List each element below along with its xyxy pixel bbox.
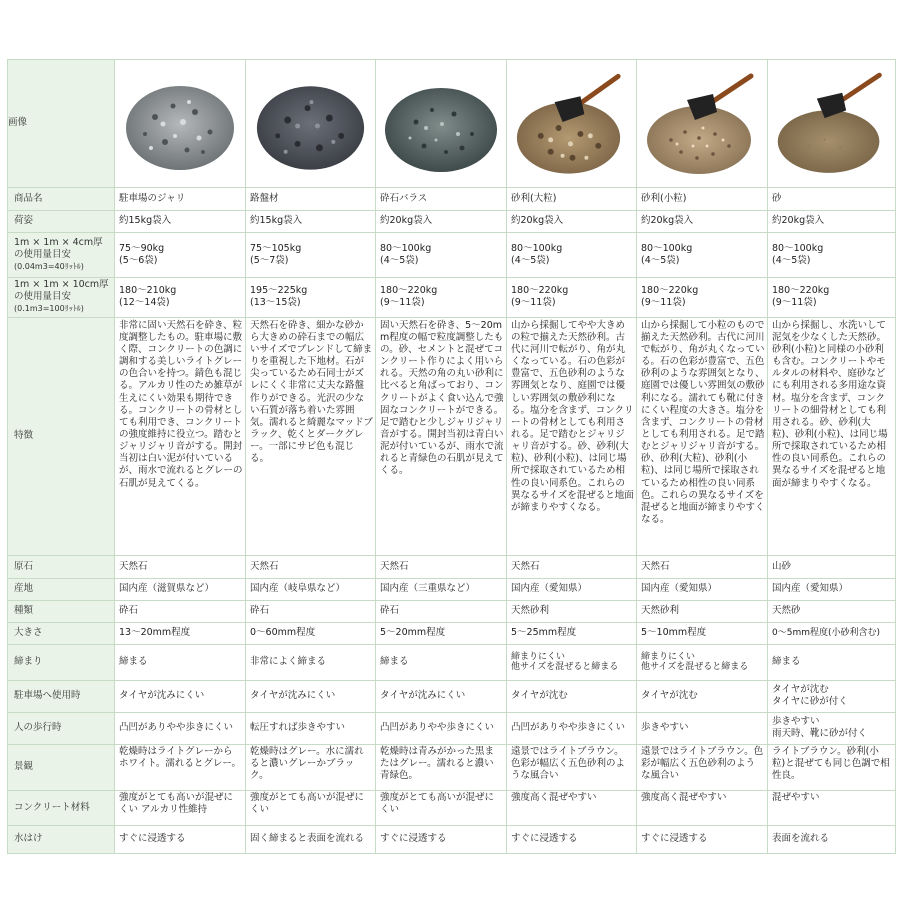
table-cell: タイヤが沈む — [507, 680, 637, 712]
table-cell: 国内産（滋賀県など） — [115, 578, 246, 600]
table-cell: 180～220kg (9～11袋) — [768, 278, 896, 318]
table-cell: すぐに浸透する — [507, 825, 637, 853]
row-packaging — [8, 211, 896, 233]
table-cell: 約20kg袋入 — [507, 211, 637, 233]
table-cell: 0～60mm程度 — [246, 622, 376, 644]
table-cell: 凸凹がありやや歩きにくい — [115, 712, 246, 744]
sand-with-shovel-image — [768, 62, 895, 186]
table-cell: すぐに浸透する — [637, 825, 768, 853]
table-cell: 約20kg袋入 — [768, 211, 896, 233]
table-cell: 約15kg袋入 — [115, 211, 246, 233]
row-drainage — [8, 825, 896, 853]
table-cell: 締まりにくい 他サイズを混ぜると締まる — [637, 644, 768, 680]
table-cell: 天然砂 — [768, 600, 896, 622]
table-cell: 天然砂利 — [637, 600, 768, 622]
table-cell: 国内産（愛知県） — [637, 578, 768, 600]
light-gravel-pile-image — [115, 62, 245, 186]
row-label: 産地 — [8, 578, 115, 600]
row-label: 駐車場へ使用時 — [8, 680, 115, 712]
table-cell: 強度高く混ぜやすい — [507, 790, 637, 825]
table-cell: 5～10mm程度 — [637, 622, 768, 644]
row-parking-use — [8, 680, 896, 712]
row-label-line: 1m × 1m × 4cm厚 — [14, 236, 103, 248]
row-raw-stone — [8, 555, 896, 578]
table-cell: タイヤが沈む タイヤに砂が付く — [768, 680, 896, 712]
row-label: 画像 — [8, 60, 115, 188]
table-cell: 5～20mm程度 — [376, 622, 507, 644]
table-cell: 砕石 — [115, 600, 246, 622]
feature-cell: 山から採掘してやや大きめの粒で揃えた天然砂利。古代に河川で転がり、角が丸くなっている。石の色彩が豊富で、五色砂利のような雰囲気となり、庭園では優しい雰囲気の敷砂利になる。塩分を含まず、コンクリートの骨材としても利用される。足で踏むとジャリジャリ音がする。砂、砂利(大粒)、砂利(小粒)、は同じ場所で採取されているため相性の良い同系色。これらの異なるサイズを混ぜると地面が締まりやすくなる。 — [507, 317, 637, 555]
table-cell: 天然石 — [246, 555, 376, 578]
table-cell: 天然砂利 — [507, 600, 637, 622]
row-usage-10cm — [8, 278, 896, 318]
row-label — [8, 233, 115, 278]
table-cell: タイヤが沈みにくい — [246, 680, 376, 712]
table-cell: 天然石 — [115, 555, 246, 578]
product-name-cell: 砂利(大粒) — [507, 188, 637, 211]
row-label: 景観 — [8, 744, 115, 790]
row-walking — [8, 712, 896, 744]
table-cell: 国内産（愛知県） — [768, 578, 896, 600]
row-label: 荷姿 — [8, 211, 115, 233]
product-photo-cell — [768, 60, 896, 188]
table-cell: 80～100kg (4～5袋) — [637, 233, 768, 278]
table-cell: すぐに浸透する — [376, 825, 507, 853]
table-cell: 締まる — [115, 644, 246, 680]
row-label-line: の使用量目安 — [14, 291, 72, 303]
feature-cell: 山から採掘し、水洗いして泥気を少なくした天然砂。砂利(小粒)と同様の小砂利も含む。コンクリートやモルタルの材料や、庭砂などにも利用される多用途な資材。塩分を含まず、コンクリートの細骨材としても利用される。砂、砂利(大粒)、砂利(小粒)、は同じ場所で採取されているため相性の良い同系色。これらの異なるサイズを混ぜると地面が締まりやすくなる。 — [768, 317, 896, 555]
table-cell: 遠景ではライトブラウン。色彩が幅広く五色砂利のような風合い — [507, 744, 637, 790]
table-cell: 0～5mm程度(小砂利含む) — [768, 622, 896, 644]
table-cell: 締まる — [768, 644, 896, 680]
row-label: 特徴 — [8, 317, 115, 555]
table-cell: 山砂 — [768, 555, 896, 578]
product-name-cell: 砂利(小粒) — [637, 188, 768, 211]
product-photo-cell — [507, 60, 637, 188]
row-label: 種類 — [8, 600, 115, 622]
table-cell: 遠景ではライトブラウン。色彩が幅広く五色砂利のような風合い — [637, 744, 768, 790]
table-cell: 天然石 — [376, 555, 507, 578]
feature-cell: 天然石を砕き、細かな砂から大きめの砕石までの幅広いサイズでブレンドして締まりを重視した下地材。石が尖っているため石同士がズレにくく非常に丈夫な路盤作りができる。光沢の少ない石質が落ち着いた雰囲気。濡れると綺麗なマッドブラック、乾くとダークグレー。一部にサビ色も混じる。 — [246, 317, 376, 555]
table-cell: 砕石 — [376, 600, 507, 622]
product-name-cell: 砂 — [768, 188, 896, 211]
table-cell: 80～100kg (4～5袋) — [768, 233, 896, 278]
table-cell: 国内産（愛知県） — [507, 578, 637, 600]
feature-cell: 非常に固い天然石を砕き、粒度調整したもの。駐車場に敷く際、コンクリートの色調に調和する美しいライトグレーの色合いを持つ。錆色も混じる。アルカリ性のため雑草が生えにくい効果も期待できる。コンクリートの骨材としても利用でき、コンクリートの強度維持に役立つ。踏むとジャリジャリ音がする。開封当初は白い泥が付いているが、雨水で流れるとグレーの石肌が見えてくる。 — [115, 317, 246, 555]
row-concrete-material — [8, 790, 896, 825]
table-cell: 180～220kg (9～11袋) — [507, 278, 637, 318]
table-cell: 75～90kg (5～6袋) — [115, 233, 246, 278]
row-image — [8, 60, 896, 188]
table-cell: 13～20mm程度 — [115, 622, 246, 644]
table-cell: 180～220kg (9～11袋) — [637, 278, 768, 318]
row-label-line: (0.1m3=100ﾘｯﾄﾙ) — [14, 304, 84, 314]
table-cell: 歩きやすい — [637, 712, 768, 744]
table-cell: 固く締まると表面を流れる — [246, 825, 376, 853]
row-label: コンクリート材料 — [8, 790, 115, 825]
row-appearance — [8, 744, 896, 790]
table-cell: 75～105kg (5～7袋) — [246, 233, 376, 278]
table-cell: 180～210kg (12～14袋) — [115, 278, 246, 318]
product-photo-cell — [376, 60, 507, 188]
row-type — [8, 600, 896, 622]
feature-cell: 山から採掘して小粒のもので揃えた天然砂利。古代に河川で転がり、角が丸くなっている。石の色彩が豊富で、五色砂利のような雰囲気となり、庭園では優しい雰囲気の敷砂利になる。濡れても靴に付きにくい程度の大きさ。塩分を含まず、コンクリートの骨材としても利用される。足で踏むとジャリジャリ音がする。砂、砂利(大粒)、砂利(小粒)、は同じ場所で採取されているため相性の良い同系色。これらの異なるサイズを混ぜると地面が締まりやすくなる。 — [637, 317, 768, 555]
product-name-cell: 砕石バラス — [376, 188, 507, 211]
comparison-table — [7, 59, 896, 854]
row-label — [8, 278, 115, 318]
row-origin — [8, 578, 896, 600]
table-cell: タイヤが沈みにくい — [115, 680, 246, 712]
table-cell: 乾燥時は青みがかった黒またはグレー。濡れると濃い青緑色。 — [376, 744, 507, 790]
row-label: 商品名 — [8, 188, 115, 211]
table-cell: 約20kg袋入 — [376, 211, 507, 233]
table-cell: タイヤが沈む — [637, 680, 768, 712]
table-cell: 混ぜやすい — [768, 790, 896, 825]
row-features — [8, 317, 896, 555]
row-label: 大きさ — [8, 622, 115, 644]
large-gravel-with-shovel-image — [507, 62, 636, 186]
table-cell: 180～220kg (9～11袋) — [376, 278, 507, 318]
table-cell: 80～100kg (4～5袋) — [376, 233, 507, 278]
row-label-line: 1m × 1m × 10cm厚 — [14, 279, 109, 290]
table-cell: 締まりにくい 他サイズを混ぜると締まる — [507, 644, 637, 680]
table-cell: 強度がとても高いが混ぜにくい — [376, 790, 507, 825]
table-cell: 砕石 — [246, 600, 376, 622]
table-cell: 195～225kg (13～15袋) — [246, 278, 376, 318]
table-cell: 凸凹がありやや歩きにくい — [376, 712, 507, 744]
product-photo-cell — [246, 60, 376, 188]
row-label-line: の使用量目安 — [14, 248, 72, 260]
table-cell: 強度高く混ぜやすい — [637, 790, 768, 825]
table-cell: 天然石 — [507, 555, 637, 578]
row-label: 人の歩行時 — [8, 712, 115, 744]
table-cell: 約20kg袋入 — [637, 211, 768, 233]
product-photo-cell — [115, 60, 246, 188]
table-cell: 乾燥時はグレー。水に濡れると濃いグレーかブラック。 — [246, 744, 376, 790]
table-cell: 強度がとても高いが混ぜにくい — [246, 790, 376, 825]
row-label: 締まり — [8, 644, 115, 680]
row-product-name — [8, 188, 896, 211]
product-name-cell: 駐車場のジャリ — [115, 188, 246, 211]
table-cell: 転圧すれば歩きやすい — [246, 712, 376, 744]
table-cell: 非常によく締まる — [246, 644, 376, 680]
product-photo-cell — [637, 60, 768, 188]
table-cell: すぐに浸透する — [115, 825, 246, 853]
table-cell: 国内産（岐阜県など） — [246, 578, 376, 600]
table-cell: 約15kg袋入 — [246, 211, 376, 233]
table-cell: 80～100kg (4～5袋) — [507, 233, 637, 278]
feature-cell: 固い天然石を砕き、5～20mm程度の幅で粒度調整したもの。砂、セメントと混ぜてコンクリート作りによく用いられる。天然の角の丸い砂利に比べると角ばっており、コンクリートがよく食い込んで強固なコンクリートができる。足で踏むと少しジャリジャリ音がする。開封当初は青白い泥が付いているが、雨水で流れると青緑色の石肌が見えてくる。 — [376, 317, 507, 555]
table-cell: 凸凹がありやや歩きにくい — [507, 712, 637, 744]
table-cell: 歩きやすい 雨天時、靴に砂が付く — [768, 712, 896, 744]
table-cell: 国内産（三重県など） — [376, 578, 507, 600]
table-cell: 締まる — [376, 644, 507, 680]
row-label: 原石 — [8, 555, 115, 578]
row-label: 水はけ — [8, 825, 115, 853]
table-cell: 強度がとても高いが混ぜにくい アルカリ性維持 — [115, 790, 246, 825]
row-usage-4cm — [8, 233, 896, 278]
table-cell: 5～25mm程度 — [507, 622, 637, 644]
row-compaction — [8, 644, 896, 680]
crushed-stone-ballast-image — [376, 62, 506, 186]
small-gravel-with-shovel-image — [637, 62, 767, 186]
dark-base-gravel-image — [246, 62, 375, 186]
table-cell: タイヤが沈みにくい — [376, 680, 507, 712]
row-size — [8, 622, 896, 644]
table-cell: ライトブラウン。砂利(小粒)と混ぜても同じ色調で相性良。 — [768, 744, 896, 790]
table-cell: 乾燥時はライトグレーからホワイト。濡れるとグレー。 — [115, 744, 246, 790]
product-name-cell: 路盤材 — [246, 188, 376, 211]
table-cell: 天然石 — [637, 555, 768, 578]
row-label-line: (0.04m3=40ﾘｯﾄﾙ) — [14, 262, 84, 272]
table-cell: 表面を流れる — [768, 825, 896, 853]
